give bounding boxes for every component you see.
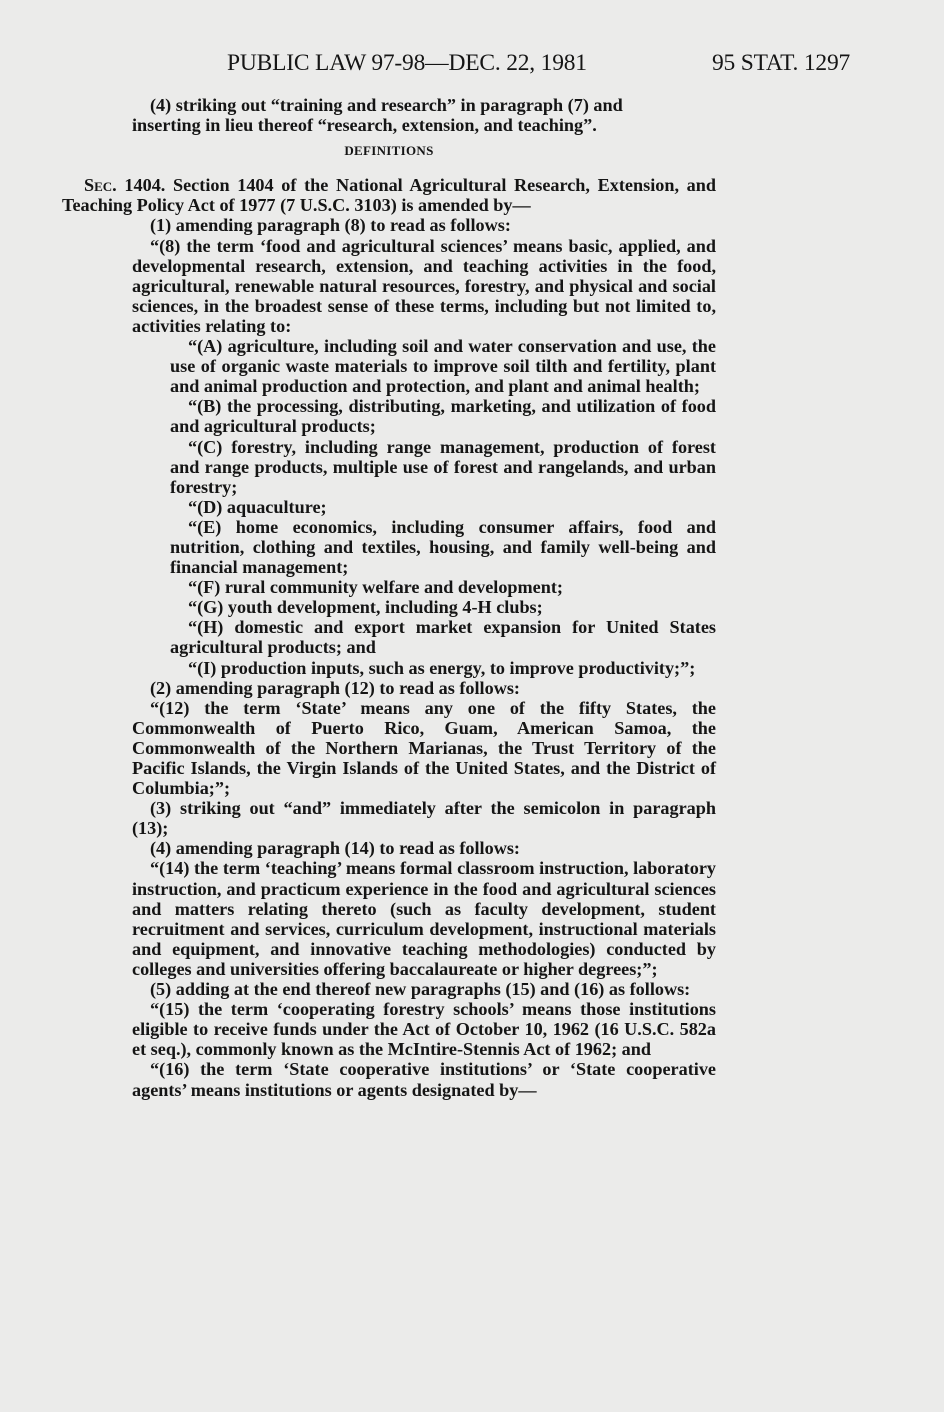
- paragraph-item-4-line1: (4) striking out “training and research” in paragraph (7) and: [150, 95, 623, 115]
- section-heading: DEFINITIONS: [344, 143, 434, 159]
- subparagraph-i: “(I) production inputs, such as energy, to improve productivity;”;: [188, 657, 696, 678]
- subparagraph-f: “(F) rural community welfare and development;: [188, 577, 563, 598]
- section-label: Sec.: [84, 175, 117, 196]
- subparagraph-b: “(B) the processing, distributing, marketing, and utilization of food and agricultural products;: [170, 396, 716, 437]
- amendment-item-2: (2) amending paragraph (12) to read as follows:: [150, 677, 520, 698]
- subparagraph-d: “(D) aquaculture;: [188, 496, 327, 517]
- amendment-item-5: (5) adding at the end thereof new paragraphs (15) and (16) as follows:: [150, 979, 691, 1000]
- subparagraph-e: “(E) home economics, including consumer affairs, food and nutrition, clothing and textiles, housing, and family well-being and financial management;: [170, 516, 716, 578]
- body-text: [62, 95, 716, 1100]
- subparagraph-g: “(G) youth development, including 4-H clubs;: [188, 597, 543, 618]
- stat-reference: 95 STAT. 1297: [712, 50, 851, 76]
- paragraph-14: “(14) the term ‘teaching’ means formal classroom instruction, laboratory instruction, and practicum experience in the food and agricultural sciences and matters relating thereto (such as faculty development, student recruitment and services, curriculum development, instructional materials and equipment, and innovative teaching methodologies) conducted by colleges and universities offering baccalaureate or higher degrees;”;: [132, 858, 716, 979]
- paragraph-12: “(12) the term ‘State’ means any one of the fifty States, the Commonwealth of Puerto Rico, Guam, American Samoa, the Commonwealth of the Northern Marianas, the Trust Territory of the Pacific Islands, the Virgin Islands of the United States, and the District of Columbia;”;: [132, 697, 716, 799]
- paragraph-16: “(16) the term ‘State cooperative institutions’ or ‘State cooperative agents’ means institutions or agents designated by—: [132, 1059, 716, 1100]
- page-header: [0, 50, 944, 84]
- amendment-item-4: (4) amending paragraph (14) to read as follows:: [150, 838, 520, 859]
- subparagraph-a: “(A) agriculture, including soil and water conservation and use, the use of organic waste materials to improve soil tilth and fertility, plant and animal production and protection, and plant and animal health;: [170, 336, 716, 397]
- amendment-item-3: (3) striking out “and” immediately after the semicolon in paragraph (13);: [132, 798, 716, 839]
- section-text: 1404. Section 1404 of the National Agricultural Research, Extension, and Teaching Policy Act of 1977 (7 U.S.C. 3103) is amended by—: [62, 175, 716, 216]
- paragraph-8: “(8) the term ‘food and agricultural sciences’ means basic, applied, and developmental research, extension, and teaching activities in the food, agricultural, renewable natural resources, forestry, and physical and social sciences, in the broadest sense of these terms, including but not limited to, activities relating to:: [132, 235, 716, 336]
- subparagraph-c: “(C) forestry, including range management, production of forest and range products, multiple use of forest and rangelands, and urban forestry;: [170, 436, 716, 497]
- paragraph-15: “(15) the term ‘cooperating forestry schools’ means those institutions eligible to receive funds under the Act of October 10, 1962 (16 U.S.C. 582a et seq.), commonly known as the McIntire-Stennis Act of 1962; and: [132, 999, 716, 1060]
- paragraph-item-4-line2: inserting in lieu thereof “research, extension, and teaching”.: [132, 115, 597, 136]
- amendment-item-1: (1) amending paragraph (8) to read as follows:: [150, 215, 511, 236]
- running-head: PUBLIC LAW 97-98—DEC. 22, 1981: [227, 50, 587, 76]
- subparagraph-h: “(H) domestic and export market expansion for United States agricultural products; and: [170, 617, 716, 658]
- section-paragraph: [62, 175, 716, 215]
